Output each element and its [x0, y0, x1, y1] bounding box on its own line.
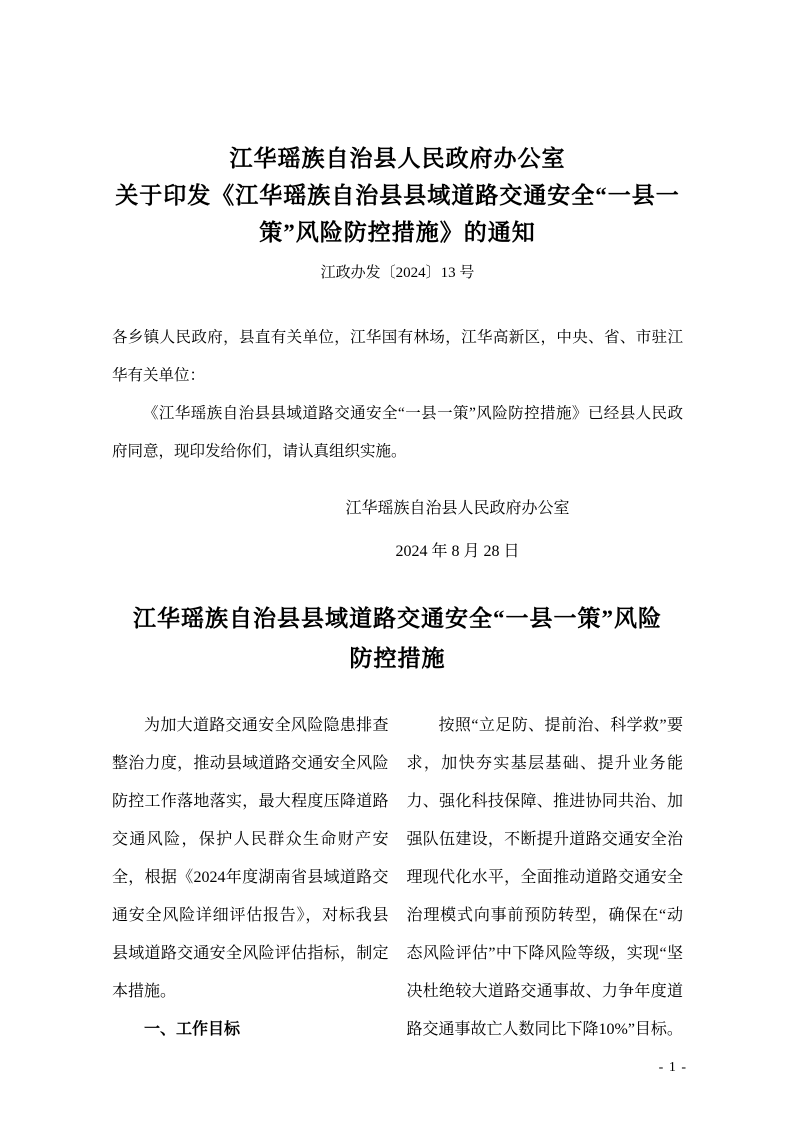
measures-title-line-2: 防控措施: [349, 646, 446, 671]
right-column: [407, 707, 684, 1049]
signature-block: [172, 487, 743, 573]
notice-paragraph: 《江华瑶族自治县县域道路交通安全“一县一策”风险防控措施》已经县人民政府同意，现印发给你们，请认真组织实施。: [112, 405, 683, 460]
sign-date: 2024 年 8 月 28 日: [395, 543, 520, 560]
measures-goals-paragraph: 按照“立足防、提前治、科学救”要求，加快夯实基层基础、提升业务能力、强化科技保障、推进协同共治、加强队伍建设，不断提升道路交通安全治理现代化水平，全面推动道路交通安全治理模式向事前预防转型，确保在“动态风险评估”中下降风险等级，实现“坚决杜绝较大道路交通事故、力争年度道路交通事故亡人数同比下降10%”目标。: [406, 717, 683, 1038]
notice-title-line-2: 关于印发《江华瑶族自治县县域道路交通安全“一县一: [115, 183, 680, 208]
section-heading-work-goals: 一、工作目标: [144, 1021, 241, 1038]
measures-title: [112, 599, 683, 679]
measures-intro-paragraph: 为加大道路交通安全风险隐患排查整治力度，推动县域道路交通安全风险防控工作落地落实，最大程度压降道路交通风险，保护人民群众生命财产安全，根据《2024年度湖南省县域道路交通安全风险详细评估报告》，对标我县县域道路交通安全风险评估指标，制定本措施。: [112, 717, 389, 1000]
page-number: - 1 -: [658, 1060, 687, 1075]
doc-number: 江政办发〔2024〕13 号: [320, 265, 475, 281]
salutation: 各乡镇人民政府，县直有关单位，江华国有林场，江华高新区，中央、省、市驻江华有关单位：: [112, 329, 683, 384]
measures-title-line-1: 江华瑶族自治县县域道路交通安全“一县一策”风险: [133, 606, 662, 631]
left-column: [112, 707, 389, 1049]
notice-title: [112, 140, 683, 251]
notice-title-line-3: 策”风险防控措施》的通知: [259, 220, 536, 245]
notice-body: [112, 319, 683, 573]
notice-title-line-1: 江华瑶族自治县人民政府办公室: [229, 146, 566, 171]
signer-name: 江华瑶族自治县人民政府办公室: [345, 500, 570, 517]
notice-header: [112, 140, 683, 285]
measures-body: [112, 707, 683, 1049]
